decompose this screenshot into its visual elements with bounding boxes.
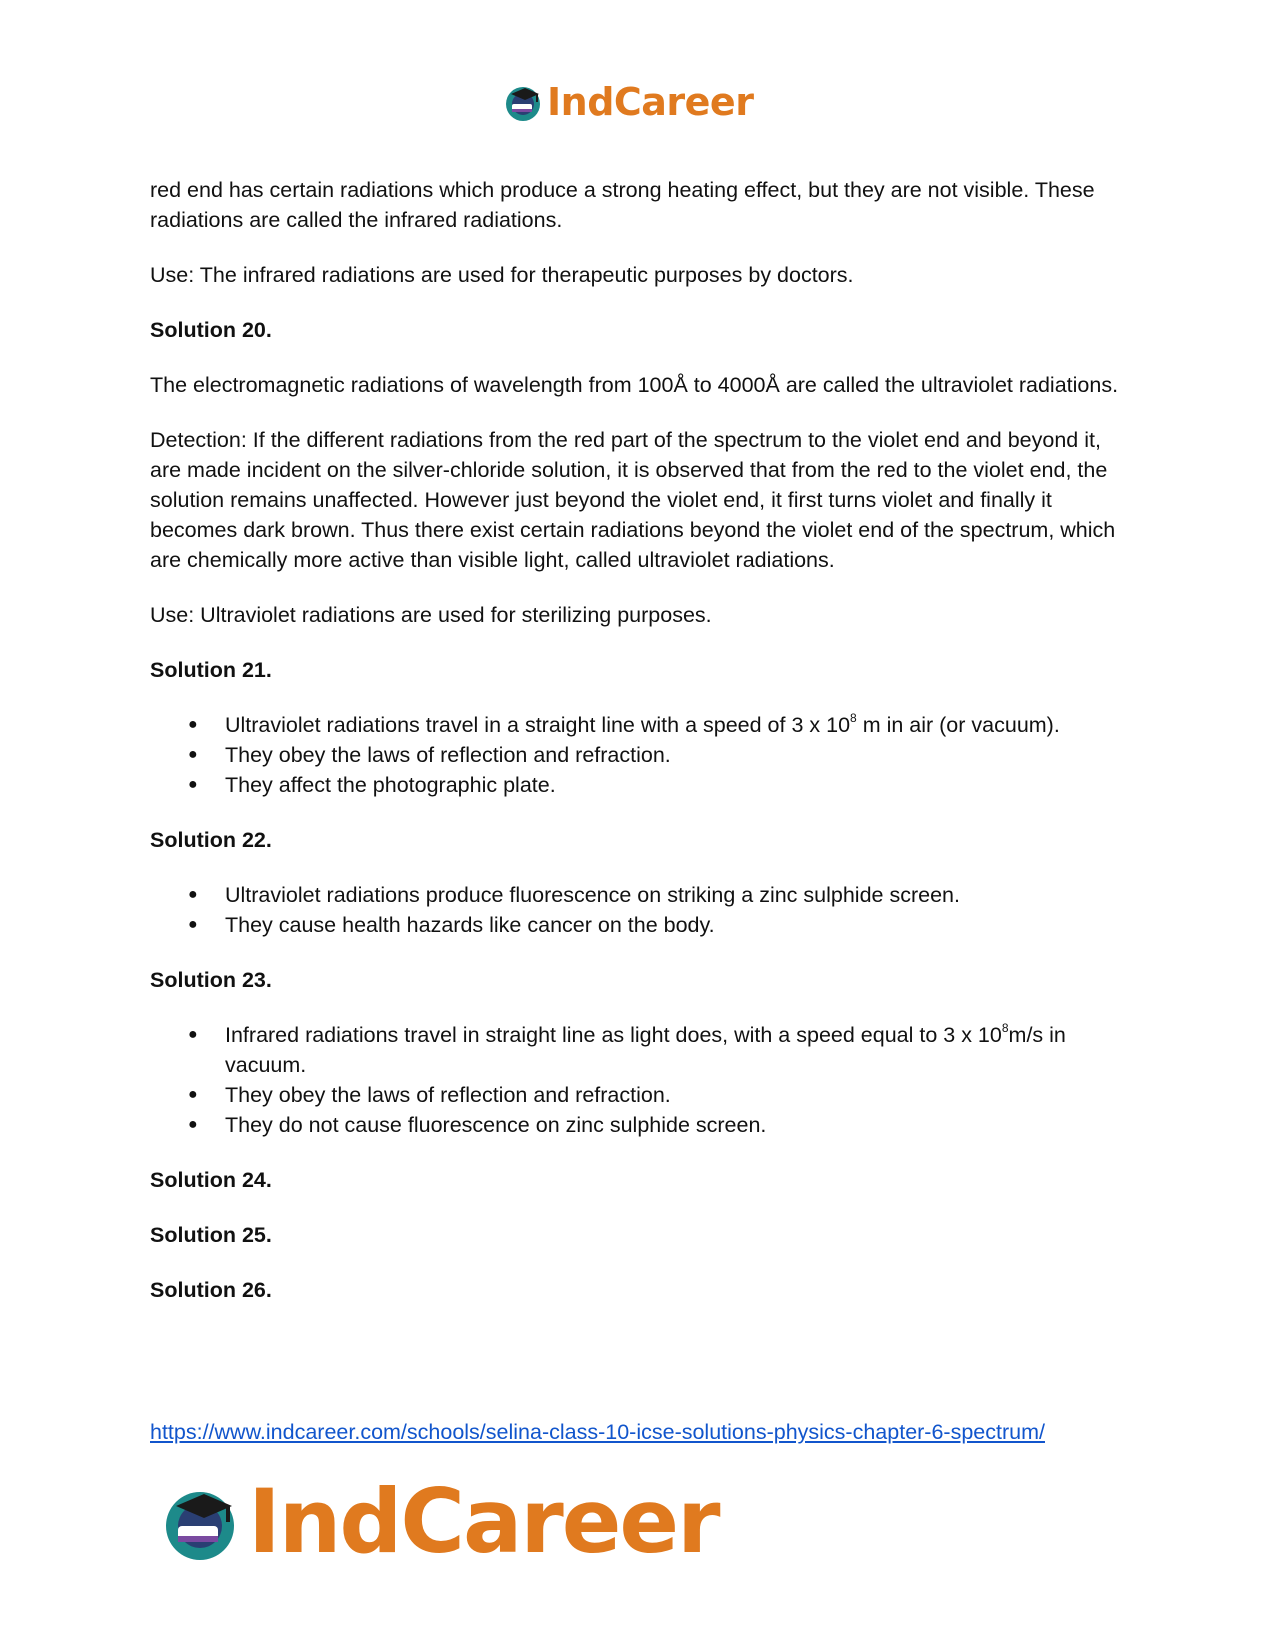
solution-heading: Solution 20. bbox=[150, 318, 272, 342]
list-item: ● They do not cause fluorescence on zinc sulphide screen. bbox=[225, 1110, 1130, 1140]
list-item: ● They affect the photographic plate. bbox=[225, 770, 1130, 800]
solution-heading: Solution 26. bbox=[150, 1278, 272, 1302]
footer-logo bbox=[160, 1470, 719, 1573]
list-item: ● They cause health hazards like cancer on the body. bbox=[225, 910, 1130, 940]
paragraph: Detection: If the different radiations from the red part of the spectrum to the violet end and beyond it, are made incident on the silver-chloride solution, it is observed that from the red to the violet end, the solution remains unaffected. However just beyond the violet end, it first turns violet and finally it becomes dark brown. Thus there exist certain radiations beyond the violet end of the spectrum, which are chemically more active than visible light, called ultraviolet radiations. bbox=[150, 428, 1116, 572]
bullet-list bbox=[150, 880, 1130, 940]
solution-heading: Solution 24. bbox=[150, 1168, 272, 1192]
solution-heading: Solution 25. bbox=[150, 1223, 272, 1247]
paragraph: red end has certain radiations which produce a strong heating effect, but they are not visible. These radiations are called the infrared radiations. bbox=[150, 178, 1095, 232]
brand-name: IndCareer bbox=[248, 1470, 719, 1573]
bullet-list bbox=[150, 1020, 1130, 1140]
list-item: ● Infrared radiations travel in straight line as light does, with a speed equal to 3 x $10^8m/s$ in vacuum. bbox=[225, 1020, 1130, 1080]
list-item: ● Ultraviolet radiations produce fluorescence on striking a zinc sulphide screen. bbox=[225, 880, 1130, 910]
source-link[interactable]: https://www.indcareer.com/schools/selina-class-10-icse-solutions-physics-chapter-6-spectrum/ bbox=[150, 1420, 1045, 1444]
list-item: ● They obey the laws of reflection and refraction. bbox=[225, 1080, 1130, 1110]
bullet-list bbox=[150, 710, 1130, 800]
header-logo bbox=[503, 80, 753, 124]
solution-heading: Solution 23. bbox=[150, 968, 272, 992]
paragraph: Use: Ultraviolet radiations are used for sterilizing purposes. bbox=[150, 603, 712, 627]
list-item: ● They obey the laws of reflection and refraction. bbox=[225, 740, 1130, 770]
brand-name: IndCareer bbox=[547, 80, 754, 124]
graduation-book-icon bbox=[160, 1482, 240, 1562]
paragraph: Use: The infrared radiations are used for therapeutic purposes by doctors. bbox=[150, 263, 854, 287]
graduation-book-icon bbox=[503, 82, 543, 122]
solution-heading: Solution 22. bbox=[150, 828, 272, 852]
document-body bbox=[150, 175, 1130, 1330]
solution-heading: Solution 21. bbox=[150, 658, 272, 682]
paragraph: The electromagnetic radiations of wavelength from 100Å to 4000Å are called the ultraviolet radiations. bbox=[150, 373, 1119, 397]
list-item: ● Ultraviolet radiations travel in a straight line with a speed of 3 x $10^8$ m in air (or vacuum). bbox=[225, 710, 1130, 740]
